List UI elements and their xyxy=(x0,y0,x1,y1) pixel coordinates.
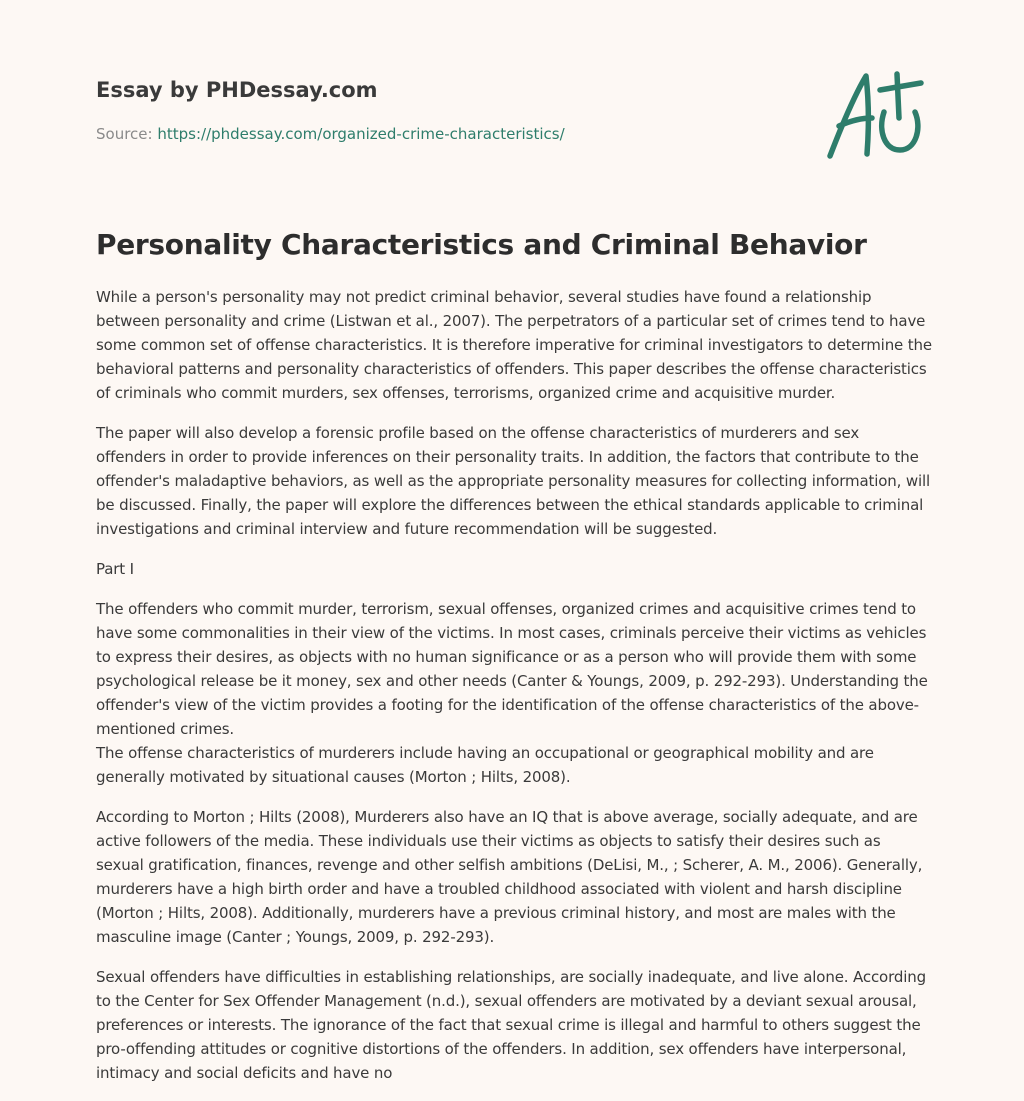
site-brand[interactable]: Essay by PHDessay.com xyxy=(96,78,378,102)
source-label: Source: xyxy=(96,125,153,143)
section-heading-part-1: Part I xyxy=(96,560,134,578)
page-header xyxy=(96,74,796,144)
paragraph-intro: While a person's personality may not predict criminal behavior, several studies have found a relationship between personality and crime (Listwan et al., 2007). The perpetrators of a particular set of crimes tend to have some common set of offense characteristics. It is therefore imperative for criminal investigators to determine the behavioral patterns and personality characteristics of offenders. This paper describes the offense characteristics of criminals who commit murders, sex offenses, terrorisms, organized crime and acquisitive murder. xyxy=(96,288,932,402)
plus-horizontal-stroke xyxy=(880,83,921,90)
plus-vertical-stroke xyxy=(897,74,899,118)
source-link[interactable]: https://phdessay.com/organized-crime-characteristics/ xyxy=(157,125,565,143)
paragraph-murderer-characteristics: The offense characteristics of murderers include having an occupational or geographical mobility and are generally motivated by situational causes (Morton ; Hilts, 2008). xyxy=(96,744,874,786)
source-line xyxy=(96,124,796,144)
a-plus-grade-icon xyxy=(818,66,930,166)
paragraph-murderer-profile: According to Morton ; Hilts (2008), Murderers also have an IQ that is above average, socially adequate, and are active followers of the media. These individuals use their victims as objects to satisfy their desires such as sexual gratification, finances, revenge and other selfish ambitions (DeLisi, M., ; Scherer, A. M., 2006). Generally, murderers have a high birth order and have a troubled childhood associated with violent and harsh discipline (Morton ; Hilts, 2008). Additionally, murderers have a previous criminal history, and most are males with the masculine image (Canter ; Youngs, 2009, p. 292-293). xyxy=(96,808,923,946)
article-body xyxy=(96,224,932,1101)
paragraph-overview: The paper will also develop a forensic profile based on the offense characteristics of murderers and sex offenders in order to provide inferences on their personality traits. In addition, the factors that contribute to the offender's maladaptive behaviors, as well as the appropriate personality measures for collecting information, will be discussed. Finally, the paper will explore the differences between the ethical standards applicable to criminal investigations and criminal interview and future recommendation will be suggested. xyxy=(96,424,931,538)
article-title: Personality Characteristics and Criminal Behavior xyxy=(96,228,867,261)
paragraph-offender-commonalities: The offenders who commit murder, terrorism, sexual offenses, organized crimes and acquisitive crimes tend to have some commonalities in their view of the victims. In most cases, criminals perceive their victims as vehicles to express their desires, as objects with no human significance or as a person who will provide them with some psychological release be it money, sex and other needs (Canter & Youngs, 2009, p. 292-293). Understanding the offender's view of the victim provides a footing for the identification of the offense characteristics of the above-mentioned crimes. xyxy=(96,600,928,738)
paragraph-sexual-offenders: Sexual offenders have difficulties in establishing relationships, are socially inadequate, and live alone. According to the Center for Sex Offender Management (n.d.), sexual offenders are motivated by a deviant sexual arousal, preferences or interests. The ignorance of the fact that sexual crime is illegal and harmful to others suggest the pro-offending attitudes or cognitive distortions of the offenders. In addition, sex offenders have interpersonal, intimacy and social deficits and have no xyxy=(96,968,926,1082)
